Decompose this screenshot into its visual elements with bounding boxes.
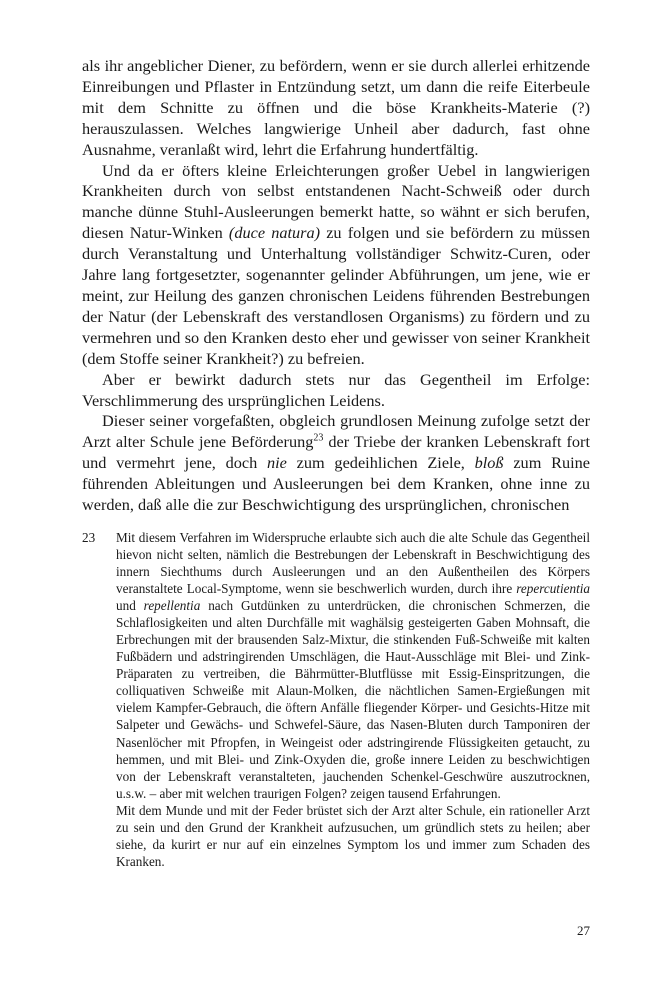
text-run: Dieser seiner vorgefaßten, obgleich grundlosen Meinung zufolge setzt der Arzt alter Schule jene Beförderung (82, 411, 590, 452)
text-run: zum Ruine führenden Ableitungen und Ausleerungen bei dem Kranken, ohne inne zu werden, daß alle die zur Beschwichtigung des ursprünglichen, chronischen (82, 453, 590, 515)
italic-text: repercutientia (516, 581, 590, 597)
paragraph (82, 411, 590, 516)
text-run: als ihr angeblicher Diener, zu befördern, wenn er sie durch allerlei erhitzende Einreibungen und Pflaster in Entzündung setzt, um dann die reife Eiterbeule mit dem Schnitte zu öffnen und die böse Krankheits-Materie (?) herauszulassen. Welches langwierige Unheil aber dadurch, fast ohne Ausnahme, veranlaßt wird, lehrt die Erfahrung hundertfältig. (82, 56, 590, 159)
text-run: der Triebe der kranken Lebenskraft fort und vermehrt jene, doch (82, 432, 591, 473)
italic-text: repellentia (143, 598, 201, 614)
footnote-23 (82, 529, 590, 870)
text-run: zum gedeihlichen Ziele, (286, 453, 475, 473)
paragraph (82, 161, 590, 370)
text-run: Mit diesem Verfahren im Widerspruche erlaubte sich auch die alte Schule das Gegentheil hievon nicht selten, nämlich die Bestrebungen der Lebenskraft in Beschwichtigung des innern Siechthums durch Ausleerungen und an den Außentheilen des Körpers veranstaltete Local-Symptome, wenn sie beschwerlich wurden, durch ihre (116, 529, 590, 597)
paragraph (82, 56, 590, 161)
text-run: und (116, 598, 144, 614)
body-text (82, 56, 590, 516)
italic-text: bloß (474, 453, 504, 473)
footnote-reference: 23 (313, 432, 324, 444)
italic-text: nie (267, 453, 287, 473)
page-content (82, 56, 590, 870)
text-run: zu folgen und sie befördern zu müssen durch Veranstaltung und Unterhaltung vollständiger Schwitz-Curen, oder Jahre lang fortgesetzter, sogenannter gelinder Abführungen, um jene, wie er meint, zur Heilung des ganzen chronischen Leidens führenden Bestrebungen der Natur (der Lebenskraft des verstandlosen Organisms) zu fördern und zu vermehren und so den Kranken desto eher und gewisser von seiner Krankheit (dem Stoffe seiner Krankheit?) zu befreien. (82, 223, 590, 368)
paragraph (116, 529, 590, 802)
footnote-body (116, 529, 590, 870)
text-run: Und da er öfters kleine Erleichterungen großer Uebel in langwierigen Krankheiten durch von selbst entstandenen Nacht-Schweiß oder durch manche dünne Stuhl-Ausleerungen bemerkt hatte, so wähnt er sich berufen, diesen Natur-Winken (82, 160, 590, 243)
paragraph (116, 802, 590, 870)
italic-text: (duce natura) (228, 223, 321, 243)
footnote-number: 23 (82, 529, 96, 545)
paragraph (82, 370, 590, 412)
text-run: nach Gutdünken zu unterdrücken, die chronischen Schmerzen, die Schlaflosigkeiten und alten Durchfälle mit waghälsig gesteigerten Gaben Mohnsaft, die Erbrechungen mit der brausenden Salz-Mixtur, die stinkenden Fuß-Schweiße mit kalten Fußbädern und adstringirenden Umschlägen, die Haut-Ausschläge mit Blei- und Zink-Präparaten zu vertreiben, die Bährmütter-Blutflüsse mit Essig-Einspritzungen, die colliquativen Schweiße mit Alaun-Molken, die nächtlichen Samen-Ergießungen mit vielem Kampfer-Gebrauch, die öftern Anfälle fliegender Körper- und Gesichts-Hitze mit Salpeter und Gewächs- und Schwefel-Säure, das Nasen-Bluten durch Tamponiren der Nasenlöcher mit Pfropfen, in Weingeist oder adstringirende Flüssigkeiten getaucht, zu hemmen, und mit Blei- und Zink-Oxyden die, große innere Leiden zu beschwichtigen von der Lebenskraft veranstalteten, jauchenden Schenkel-Geschwüre auszutrocknen, u.s.w. – aber mit welchen traurigen Folgen? zeigen tausend Erfahrungen. (116, 598, 590, 801)
text-run: Mit dem Munde und mit der Feder brüstet sich der Arzt alter Schule, ein rationeller Arzt zu sein und den Grund der Krankheit aufzusuchen, um gründlich stets zu heilen; aber siehe, da kurirt er nur auf ein einzelnes Symptom los und immer zum Schaden des Kranken. (116, 802, 590, 869)
text-run: Aber er bewirkt dadurch stets nur das Gegentheil im Erfolge: Verschlimmerung des ursprünglichen Leidens. (82, 369, 590, 410)
page-number: 27 (577, 923, 590, 938)
